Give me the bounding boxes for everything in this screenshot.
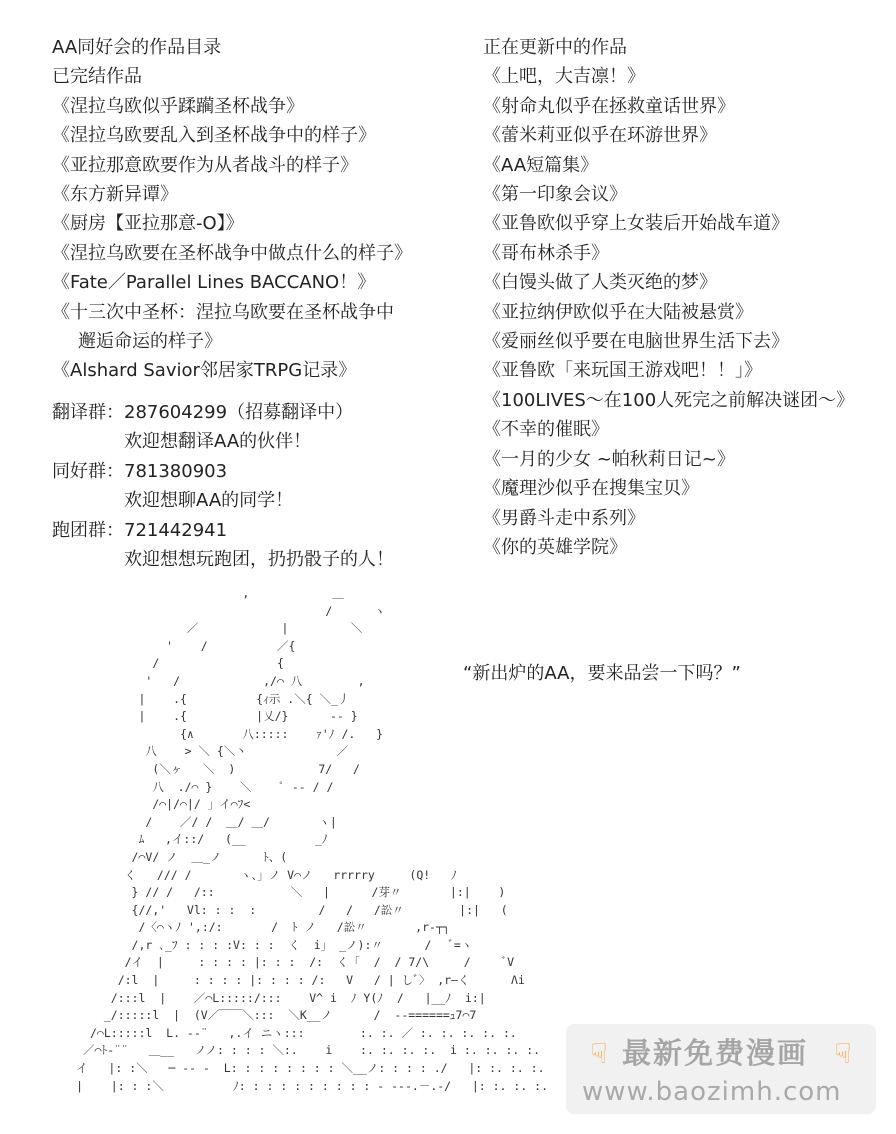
ongoing-work-item: 《上吧，大吉凛！》 [483,66,645,88]
ongoing-work-item: 《射命丸似乎在拯救童话世界》 [483,95,735,117]
right-header: 正在更新中的作品 [483,37,627,58]
group-number: 781380903 [124,460,228,482]
completed-work-item: 《Fate／Parallel Lines BACCANO！》 [52,272,376,294]
ongoing-work-item: 《不幸的催眠》 [483,419,609,441]
ongoing-work-item: 《AA短篇集》 [483,154,599,176]
completed-work-item: 《东方新异谭》 [52,184,178,206]
group-row [52,457,394,486]
left-header: AA同好会的作品目录 [52,37,222,58]
completed-work-item: 《Alshard Savior邻居家TRPG记录》 [52,360,357,382]
pointing-hand-icon: ☟ [590,1037,608,1070]
watermark [566,1024,876,1114]
completed-work-item: 《亚拉那意欧要作为从者战斗的样子》 [52,154,358,176]
group-label: 跑团群： [52,519,124,541]
completed-work-item: 《涅拉乌欧要乱入到圣杯战争中的样子》 [52,125,376,147]
pointing-hand-icon: ☟ [834,1037,852,1070]
completed-work-item: 《厨房【亚拉那意-O】》 [52,213,244,235]
completed-work-item-continued: 邂逅命运的样子》 [78,331,222,353]
ongoing-work-item: 《100LIVES～在100人死完之前解决谜团～》 [483,389,855,411]
ongoing-work-item: 《爱丽丝似乎要在电脑世界生活下去》 [483,331,789,353]
group-number: 287604299（招募翻译中） [124,402,354,423]
ongoing-work-item: 《你的英雄学院》 [483,536,627,558]
completed-work-item: 《涅拉乌欧似乎蹂躏圣杯战争》 [52,95,304,117]
ongoing-work-item: 《魔理沙似乎在搜集宝贝》 [483,478,699,500]
group-note: 欢迎想聊AA的同学！ [124,490,294,512]
group-number: 721442941 [124,519,228,541]
group-row [52,516,394,545]
speech-text: “新出炉的AA，要来品尝一下吗？” [463,663,741,684]
group-row [52,398,394,427]
ongoing-work-item: 《一月的少女 ~帕秋莉日记~》 [483,448,735,470]
group-note: 欢迎想想玩跑团，扔扔骰子的人！ [124,549,394,571]
group-list [52,398,394,574]
ongoing-work-item: 《第一印象会议》 [483,184,627,206]
group-note: 欢迎想翻译AA的伙伴！ [124,431,312,453]
ongoing-work-item: 《男爵斗走中系列》 [483,507,645,529]
right-column [483,33,883,562]
watermark-logo: 最新免费漫画 [622,1036,809,1070]
ongoing-work-item: 《白馒头做了人类灭绝的梦》 [483,272,717,294]
ascii-art-text: , ＿ / ヽ ／ | ＼ ' / ／{ / { ' / ,/⌒ 八 , | .{ {ｨ示 .＼{ ＼_丿 | .{ |乂/} ‐‐ } {∧ 八::::: ｧ'ﾉ /. } 八 > ＼ {＼丶 ／ (＼ヶ ＼ ) 7/ / 八 ./⌒ } ＼ ﾟ -- / / /⌒|/⌒|/ 」イ⌒ﾌ< / ／/ / ＿/ ＿/ ヽ| ﾑ ,イ::/ (__ _ﾉ /⌒V/ ノ ＿_ノ ﾄ、( く /// / ヽ、」ノ V⌒ノ rrrrry (Q! ﾉ } // / /:: ＼ | /芽〃 |:| ) {//,' Vl: : : : / / /訟〃 |:| ( /〈⌒ヽﾉ ',:/: / ﾄ ノ /訟〃 ,r‐┬┐ /,r ､_ﾌ : : : :V: : : く i」 _ノ):〃 / ﾞ=ヽ /イ | : : : : |: : : /: く「 / / 7/\ / ﾞV /:l | : : : : |: : : : /: V / | しﾞ〉 ,r―く Λi /:::l | ／⌒L:::::/::: V^ i ﾉ Y(ﾉ / |__ﾉ i:| _/:::::l | (V／￣￣＼::: ＼K__ノ / --======ｭ7⌒7 /⌒L:::::l L. -‐¨ ,.イ ニヽ::: :. :. ／ :. :. :. :. :. ／⌒ﾄ-¨¨ ＿__ ノノ: : : : ＼:. i :. :. :. :. i :. :. :. :. イ |: :＼ ─ -- ‐ L: : : : : : : : ＼__ノ: : : : ./ |: :. :. :. | |: : :＼ ﾉ: : : : : : : : : : ‐ ---.－.-/ |: :. :. :. [76,586,549,1093]
ongoing-work-item: 《亚鲁欧「来玩国王游戏吧！！」》 [483,360,762,382]
left-column [52,33,472,386]
group-label: 同好群： [52,460,124,482]
ongoing-work-item: 《亚鲁欧似乎穿上女装后开始战车道》 [483,213,789,235]
ongoing-work-item: 《哥布林杀手》 [483,242,609,264]
ongoing-work-item: 《亚拉纳伊欧似乎在大陆被悬赏》 [483,301,753,323]
completed-subheader: 已完结作品 [52,66,142,88]
completed-work-item: 《涅拉乌欧要在圣杯战争中做点什么的样子》 [52,242,412,264]
group-label: 翻译群： [52,402,124,423]
watermark-url: www.baozimh.com [582,1077,842,1107]
completed-work-item: 《十三次中圣杯：涅拉乌欧要在圣杯战争中 [52,301,394,323]
ongoing-work-item: 《蕾米莉亚似乎在环游世界》 [483,125,717,147]
